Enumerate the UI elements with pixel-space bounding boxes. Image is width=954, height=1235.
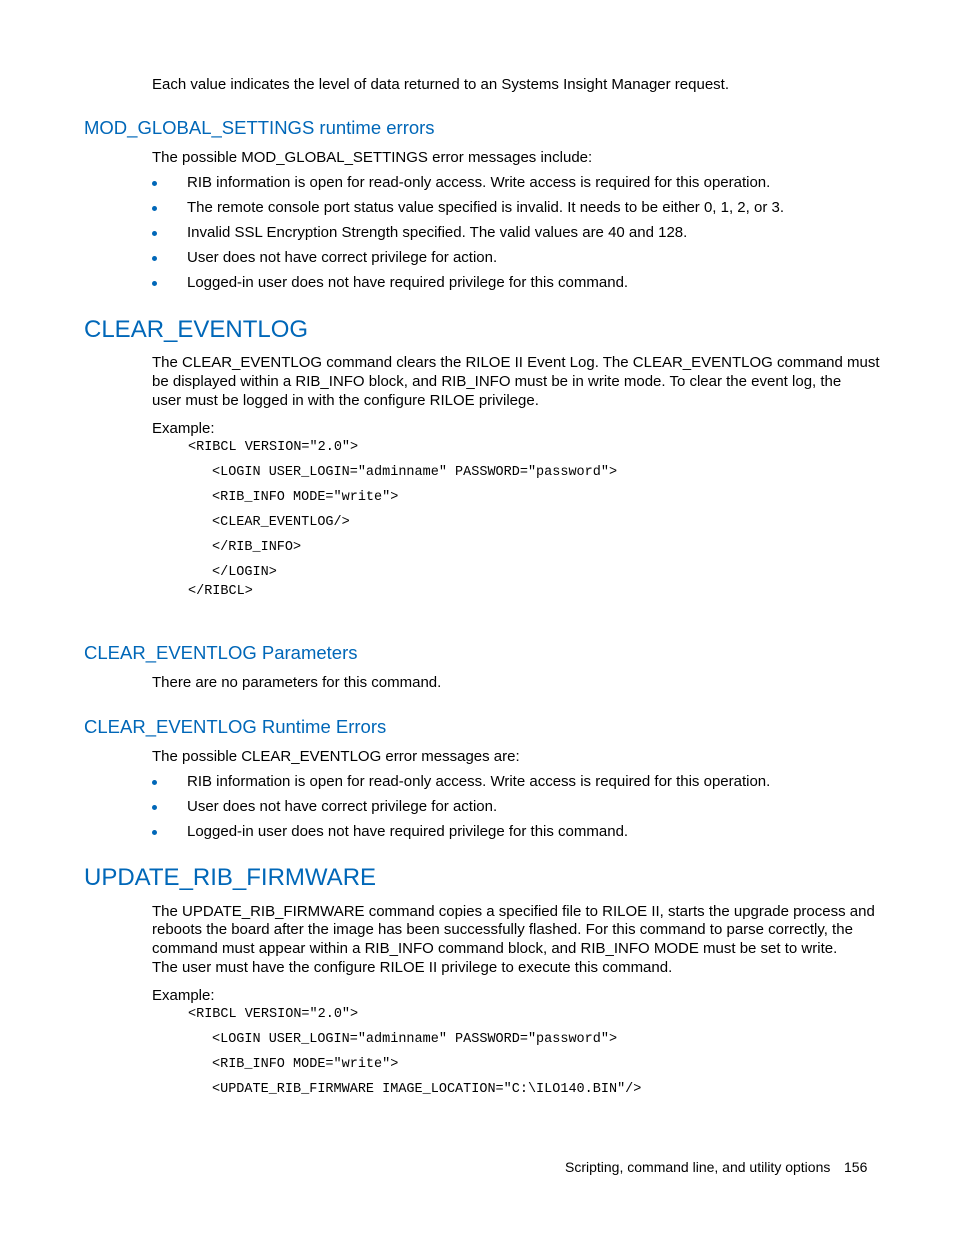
mod-global-lead: The possible MOD_GLOBAL_SETTINGS error messages include: [152,149,593,166]
list-item: Logged-in user does not have required privilege for this command. [187,274,629,291]
bullet-icon [152,256,157,261]
code-line: <RIBCL VERSION="2.0"> [188,1007,359,1022]
code-line: </LOGIN> [212,565,277,580]
bullet-icon [152,780,157,785]
bullet-icon [152,181,157,186]
example-label: Example: [152,987,215,1004]
update-rib-para-line: The UPDATE_RIB_FIRMWARE command copies a specified file to RILOE II, starts the upgrade process and [152,903,875,920]
code-line: <CLEAR_EVENTLOG/> [212,515,350,530]
mod-global-heading: MOD_GLOBAL_SETTINGS runtime errors [84,117,435,138]
code-line: <RIBCL VERSION="2.0"> [188,440,359,455]
update-rib-heading: UPDATE_RIB_FIRMWARE [84,864,377,891]
intro-text: Each value indicates the level of data returned to an Systems Insight Manager request. [152,76,730,93]
clear-eventlog-params-text: There are no parameters for this command. [152,674,442,691]
clear-eventlog-para-line: be displayed within a RIB_INFO block, and RIB_INFO must be in write mode. To clear the event log, the [152,373,842,390]
list-item: RIB information is open for read-only access. Write access is required for this operation. [187,773,771,790]
footer-section-title: Scripting, command line, and utility options [565,1159,831,1175]
code-line: </RIB_INFO> [212,540,302,555]
update-rib-para-line: The user must have the configure RILOE II privilege to execute this command. [152,959,673,976]
clear-eventlog-para-line: user must be logged in with the configure RILOE privilege. [152,392,539,409]
update-rib-para-line: reboots the board after the image has been successfully flashed. For this command to parse correctly, the [152,921,853,938]
bullet-icon [152,281,157,286]
bullet-icon [152,830,157,835]
example-label: Example: [152,420,215,437]
list-item: RIB information is open for read-only access. Write access is required for this operation. [187,174,771,191]
code-line: <LOGIN USER_LOGIN="adminname" PASSWORD="password"> [212,1032,618,1047]
list-item: The remote console port status value specified is invalid. It needs to be either 0, 1, 2, or 3. [187,199,784,216]
code-line: <LOGIN USER_LOGIN="adminname" PASSWORD="password"> [212,465,618,480]
clear-eventlog-para-line: The CLEAR_EVENTLOG command clears the RILOE II Event Log. The CLEAR_EVENTLOG command must [152,354,880,371]
update-rib-para-line: command must appear within a RIB_INFO command block, and RIB_INFO MODE must be set to write. [152,940,838,957]
bullet-icon [152,231,157,236]
code-line: <UPDATE_RIB_FIRMWARE IMAGE_LOCATION="C:\ILO140.BIN"/> [212,1082,642,1097]
bullet-icon [152,805,157,810]
code-line: <RIB_INFO MODE="write"> [212,490,399,505]
bullet-icon [152,206,157,211]
list-item: Invalid SSL Encryption Strength specified. The valid values are 40 and 128. [187,224,688,241]
clear-eventlog-params-heading: CLEAR_EVENTLOG Parameters [84,642,358,663]
clear-eventlog-errors-lead: The possible CLEAR_EVENTLOG error messages are: [152,748,520,765]
list-item: User does not have correct privilege for action. [187,249,498,266]
list-item: User does not have correct privilege for action. [187,798,498,815]
list-item: Logged-in user does not have required privilege for this command. [187,823,629,840]
page-number: 156 [844,1159,868,1175]
clear-eventlog-errors-heading: CLEAR_EVENTLOG Runtime Errors [84,716,387,737]
code-line: <RIB_INFO MODE="write"> [212,1057,399,1072]
clear-eventlog-heading: CLEAR_EVENTLOG [84,316,309,343]
code-line: </RIBCL> [188,584,253,599]
